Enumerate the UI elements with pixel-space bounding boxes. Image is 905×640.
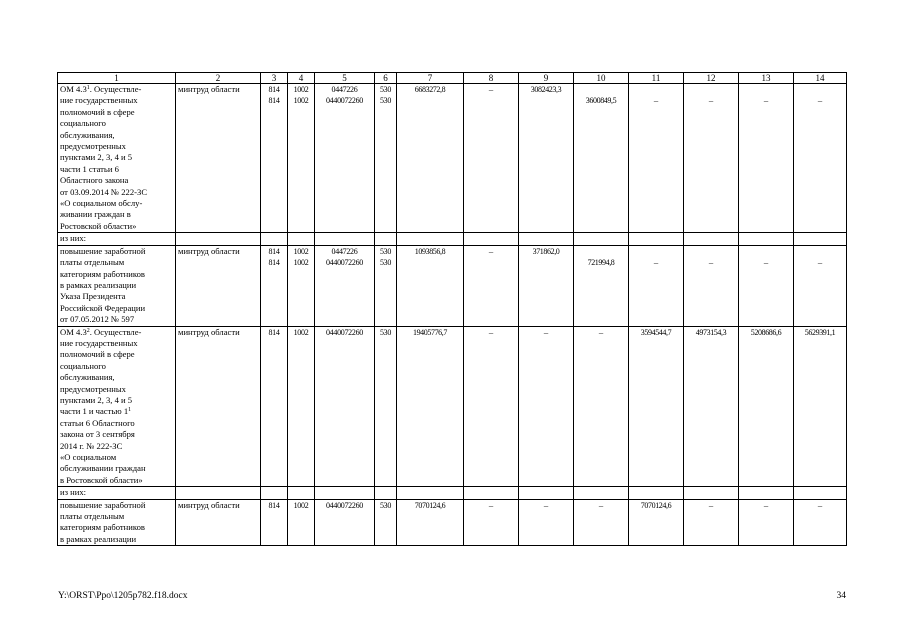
year-value: 3600849,5: [574, 84, 629, 233]
total-amount: 1093856,8: [397, 245, 464, 326]
total-amount: 19405776,7: [397, 326, 464, 487]
table-row: [58, 499, 847, 546]
year-value: –: [519, 499, 574, 546]
col-header: 7: [397, 73, 464, 84]
section-code: 1002 1002: [288, 84, 315, 233]
total-amount: 7070124,6: [397, 499, 464, 546]
executor: минтруд области: [176, 84, 261, 233]
grbs-code: 814: [261, 326, 288, 487]
table-row: [58, 233, 847, 245]
year-value: –: [739, 84, 794, 233]
col-header: 11: [629, 73, 684, 84]
footer-file-path: Y:\ORST\Ppo\1205p782.f18.docx: [58, 591, 188, 601]
expense-type-code: 530 530: [375, 245, 397, 326]
year-value: 3082423,3: [519, 84, 574, 233]
year-value: –: [684, 499, 739, 546]
target-article-code: 0447226 0440072260: [315, 245, 375, 326]
budget-table: [57, 72, 847, 546]
total-amount: 6683272,8: [397, 84, 464, 233]
col-header: 2: [176, 73, 261, 84]
year-value: 371862,0: [519, 245, 574, 326]
col-header: 14: [794, 73, 847, 84]
grbs-code: 814 814: [261, 245, 288, 326]
year-value: 3594544,7: [629, 326, 684, 487]
executor: минтруд области: [176, 326, 261, 487]
col-header: 3: [261, 73, 288, 84]
year-value: –: [519, 326, 574, 487]
activity-name: повышение заработной платы отдельным категориям работников в рамках реализации: [58, 499, 176, 546]
column-number-row: [58, 73, 847, 84]
year-value: 5629391,1: [794, 326, 847, 487]
expense-type-code: 530: [375, 326, 397, 487]
expense-type-code: 530: [375, 499, 397, 546]
col-header: 8: [464, 73, 519, 84]
target-article-code: 0440072260: [315, 326, 375, 487]
page-number: 34: [836, 591, 846, 601]
table-row: [58, 487, 847, 499]
table-row: [58, 84, 847, 233]
year-value: –: [684, 84, 739, 233]
year-value: 7070124,6: [629, 499, 684, 546]
year-value: –: [574, 326, 629, 487]
activity-name: ОМ $4.3^2$. Осуществле- ние государственных полномочий в сфере социального обслуживания, предусмотренных пунктами 2, 3, 4 и 5 части 1 и частью $1^1$ статьи 6 Областного закона от 3 сентября 2014 г. № 222-ЗС «О социальном обслуживании граждан в Ростовской области»: [58, 326, 176, 487]
year-value: –: [629, 84, 684, 233]
activity-name: повышение заработной платы отдельным категориям работников в рамках реализации Указа Президента Российской Федерации от 07.05.2012 № 597: [58, 245, 176, 326]
year-value: 5208686,6: [739, 326, 794, 487]
col-header: 5: [315, 73, 375, 84]
section-code: 1002 1002: [288, 245, 315, 326]
col-header: 13: [739, 73, 794, 84]
year-value: –: [794, 84, 847, 233]
year-value: –: [794, 499, 847, 546]
table-row: [58, 326, 847, 487]
year-value: –: [464, 499, 519, 546]
year-value: –: [629, 245, 684, 326]
col-header: 10: [574, 73, 629, 84]
expense-type-code: 530 530: [375, 84, 397, 233]
year-value: 4973154,3: [684, 326, 739, 487]
year-value: 721994,8: [574, 245, 629, 326]
col-header: 9: [519, 73, 574, 84]
executor: минтруд области: [176, 245, 261, 326]
year-value: –: [574, 499, 629, 546]
year-value: –: [794, 245, 847, 326]
col-header: 1: [58, 73, 176, 84]
year-value: –: [464, 326, 519, 487]
target-article-code: 0447226 0440072260: [315, 84, 375, 233]
table-row: [58, 245, 847, 326]
executor: минтруд области: [176, 499, 261, 546]
target-article-code: 0440072260: [315, 499, 375, 546]
col-header: 4: [288, 73, 315, 84]
subtotal-label: из них:: [58, 233, 176, 245]
section-code: 1002: [288, 326, 315, 487]
grbs-code: 814: [261, 499, 288, 546]
col-header: 12: [684, 73, 739, 84]
year-value: –: [684, 245, 739, 326]
activity-name: ОМ $4.3^1$. Осуществле- ние государственных полномочий в сфере социального обслуживания, предусмотренных пунктами 2, 3, 4 и 5 части 1 статьи 6 Областного закона от 03.09.2014 № 222-ЗС «О социальном обслу- живании граждан в Ростовской области»: [58, 84, 176, 233]
grbs-code: 814 814: [261, 84, 288, 233]
year-value: –: [739, 499, 794, 546]
year-value: –: [464, 84, 519, 233]
subtotal-label: из них:: [58, 487, 176, 499]
col-header: 6: [375, 73, 397, 84]
section-code: 1002: [288, 499, 315, 546]
year-value: –: [464, 245, 519, 326]
year-value: –: [739, 245, 794, 326]
